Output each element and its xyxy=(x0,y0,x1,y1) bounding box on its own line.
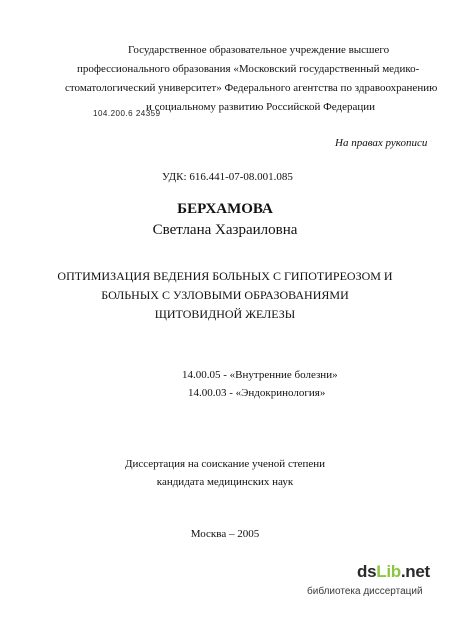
org-line-2: профессионального образования «Московский государственный медико- xyxy=(77,63,420,75)
degree-line-1: Диссертация на соискание ученой степени xyxy=(124,458,326,470)
org-line-1: Государственное образовательное учреждение высшего xyxy=(128,44,390,56)
specialty-line-2: 14.00.03 - «Эндокринология» xyxy=(188,387,326,399)
rights-note: На правах рукописи xyxy=(335,137,428,149)
specialty-line-1: 14.00.05 - «Внутренние болезни» xyxy=(182,369,338,381)
dissertation-title-line-2: БОЛЬНЫХ С УЗЛОВЫМИ ОБРАЗОВАНИЯМИ xyxy=(101,288,349,302)
author-surname: БЕРХАМОВА xyxy=(177,201,273,217)
udk-code: УДК: 616.441-07-08.001.085 xyxy=(162,171,293,183)
city-year: Москва – 2005 xyxy=(190,528,260,540)
watermark-logo[interactable] xyxy=(357,562,430,582)
org-line-3: стоматологический университет» Федерального агентства по здравоохранению xyxy=(65,82,438,94)
library-stamp: 104.200.6 24359 xyxy=(93,109,161,118)
logo-text-ds: ds xyxy=(357,562,377,581)
author-given-name: Светлана Хазраиловна xyxy=(152,222,298,238)
dissertation-title-line-3: ЩИТОВИДНОЙ ЖЕЛЕЗЫ xyxy=(154,307,296,321)
watermark-subtitle: библиотека диссертаций xyxy=(307,586,423,597)
dissertation-title-line-1: ОПТИМИЗАЦИЯ ВЕДЕНИЯ БОЛЬНЫХ С ГИПОТИРЕОЗОМ И xyxy=(57,269,393,283)
logo-text-lib: Lib xyxy=(376,562,401,581)
org-line-4: и социальному развитию Российской Федерации xyxy=(146,101,376,113)
logo-text-net: .net xyxy=(400,562,430,581)
degree-line-2: кандидата медицинских наук xyxy=(156,476,294,488)
